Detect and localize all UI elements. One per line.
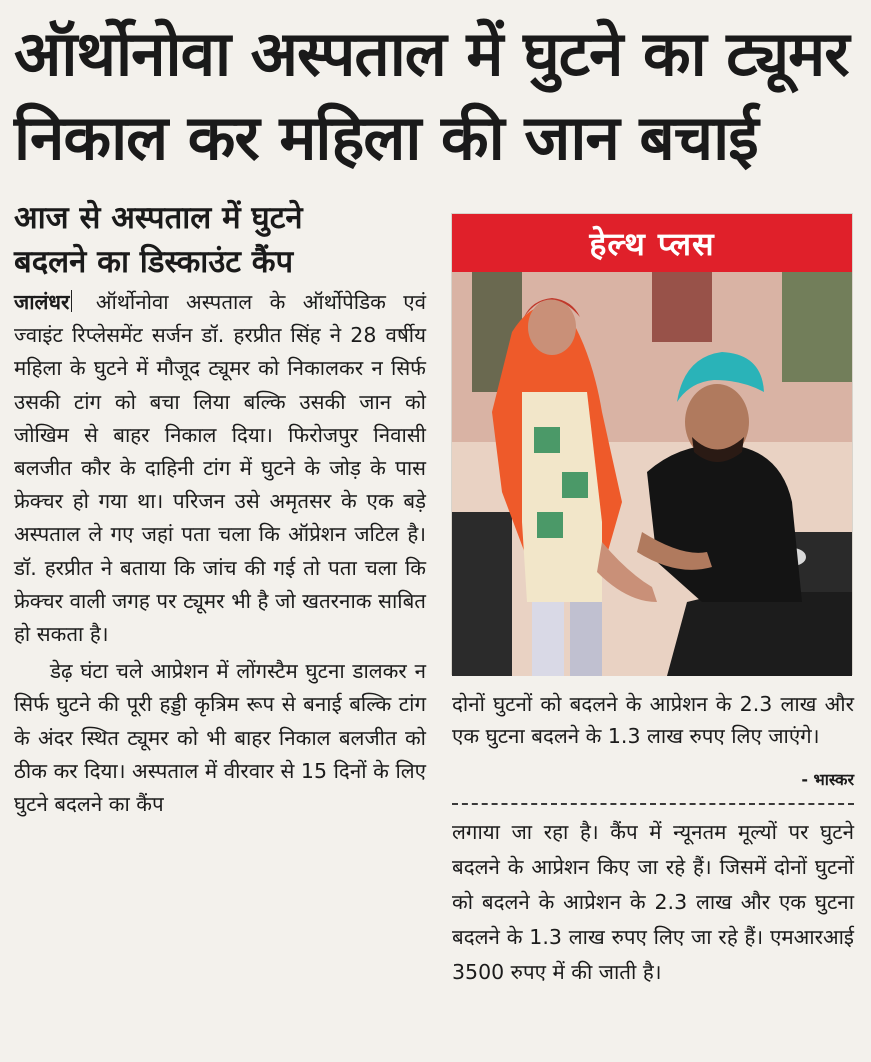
health-plus-banner: हेल्थ प्लस [452, 214, 852, 272]
headline [14, 12, 864, 180]
article-right-column [452, 815, 854, 990]
subheadline [14, 196, 434, 284]
photo-credit: - भास्कर [801, 770, 854, 789]
headline-line-1: ऑर्थोनोवा अस्पताल में घुटने का ट्यूमर [14, 17, 849, 90]
dateline-separator [71, 290, 72, 312]
photo-caption: दोनों घुटनों को बदलने के आप्रेशन के 2.3 लाख और एक घुटना बदलने के 1.3 लाख रुपए लिए जाएंगे। [452, 692, 854, 748]
subheadline-line-2: बदलने का डिस्काउंट कैंप [14, 244, 294, 280]
subheadline-line-1: आज से अस्पताल में घुटने [14, 200, 303, 236]
doctor-patient-photo [452, 272, 852, 676]
article-paragraph-2: डेढ़ घंटा चले आप्रेशन में लोंगस्टैम घुटना डालकर न सिर्फ घुटने की पूरी हड्डी कृत्रिम रूप से बनाई बल्कि टांग के अंदर स्थित ट्यूमर को भी बाहर निकाल बलजीत को ठीक कर दिया। अस्पताल में वीरवार से 15 दिनों के लिए घुटने बदलने का कैंप [14, 659, 426, 817]
dashed-divider [452, 803, 854, 805]
article-paragraph-3: लगाया जा रहा है। कैंप में न्यूनतम मूल्यों पर घुटने बदलने के आप्रेशन किए जा रहे हैं। जिसमें दोनों घुटनों को बदलने के आप्रेशन के 2.3 लाख और एक घुटना बदलने के 1.3 लाख रुपए लिए जा रहे हैं। एमआरआई 3500 रुपए में की जाती है। [452, 820, 854, 984]
photo-illustration [452, 272, 852, 676]
health-plus-box [451, 213, 853, 675]
article-left-column [14, 286, 426, 821]
dateline: जालंधर [14, 290, 70, 314]
article-paragraph-1 [14, 286, 426, 651]
paragraph-1-text: ऑर्थोनोवा अस्पताल के ऑर्थोपेडिक एवं ज्वाइंट रिप्लेसमेंट सर्जन डॉ. हरप्रीत सिंह ने 28 वर्षीय महिला के घुटने में मौजूद ट्यूमर को निकालकर न सिर्फ उसकी टांग को बचा लिया बल्कि उसकी जान को जोखिम से बाहर निकाल दिया। फिरोजपुर निवासी बलजीत कौर के दाहिनी टांग में घुटने के जोड़ के पास फ्रेक्चर हो गया था। परिजन उसे अमृतसर के एक बड़े अस्पताल ले गए जहां पता चला कि ऑप्रेशन जटिल है। डॉ. हरप्रीत ने बताया कि जांच की गई तो पता चला कि फ्रेक्चर वाली जगह पर ट्यूमर भी है जो खतरनाक साबित हो सकता है। [14, 290, 426, 647]
headline-line-2: निकाल कर महिला की जान बचाई [14, 101, 758, 174]
